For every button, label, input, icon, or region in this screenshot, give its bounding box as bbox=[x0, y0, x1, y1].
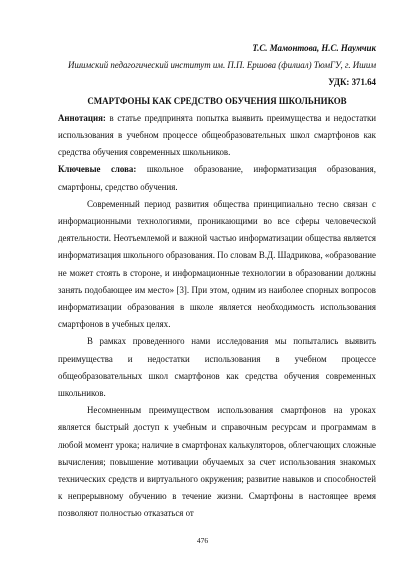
abstract-text: в статье предпринята попытка выявить преимущества и недостатки использования в учебном процессе общеобразовательных школ смартфонов как средства обучения современных школьников. bbox=[58, 112, 377, 158]
paragraph-2: В рамках проведенного нами исследования мы попытались выявить преимущества и недостатки использования в учебном процессе общеобразовательных школ смартфонов как средства обучения современных школьников. bbox=[58, 336, 376, 399]
abstract-label: Аннотация: bbox=[58, 112, 106, 123]
abstract bbox=[58, 110, 376, 162]
affiliation: Ишимский педагогический институт им. П.П. Ершова (филиал) ТюмГУ, г. Ишим bbox=[67, 60, 376, 71]
article-title: СМАРТФОНЫ КАК СРЕДСТВО ОБУЧЕНИЯ ШКОЛЬНИКОВ bbox=[87, 95, 347, 106]
keywords bbox=[58, 161, 376, 195]
keywords-label: Ключевые слова: bbox=[58, 164, 137, 175]
authors: Т.С. Мамонтова, Н.С. Наумчик bbox=[252, 43, 376, 53]
paragraph-3: Несомненным преимуществом использования смартфонов на уроках является быстрый доступ к учебным и справочным ресурсам и программам в любой момент урока; наличие в смартфонах калькуляторов, облегчающих сложные вычисления; повышение мотивации обучаемых за счет использования знакомых технических средств и виртуального окружения; развитие навыков и способностей к непрерывному обучению в течение жизни. Смартфоны в настоящее время позволяют полностью отказаться от bbox=[58, 405, 376, 519]
article-body bbox=[58, 40, 376, 523]
paragraph-1: Современный период развития общества принципиально тесно связан с информационными технологиями, проникающими во все сферы человеческой деятельности. Неотъемлемой и важной частью информатизации общества является информатизация школьного образования. По словам В.Д. Шадрикова, «образование не может стоять в стороне, и информационные технологии в образовании должны занять подобающее им место» [3]. При этом, одним из наиболее спорных вопросов информатизации образования в школе является необходимость использования смартфонов в учебных целях. bbox=[58, 198, 376, 330]
page-number: 476 bbox=[196, 536, 209, 545]
keywords-text: школьное образование, информатизация образования, смартфоны, средство обучения. bbox=[58, 164, 376, 192]
udk-code: УДК: 371.64 bbox=[328, 77, 376, 88]
